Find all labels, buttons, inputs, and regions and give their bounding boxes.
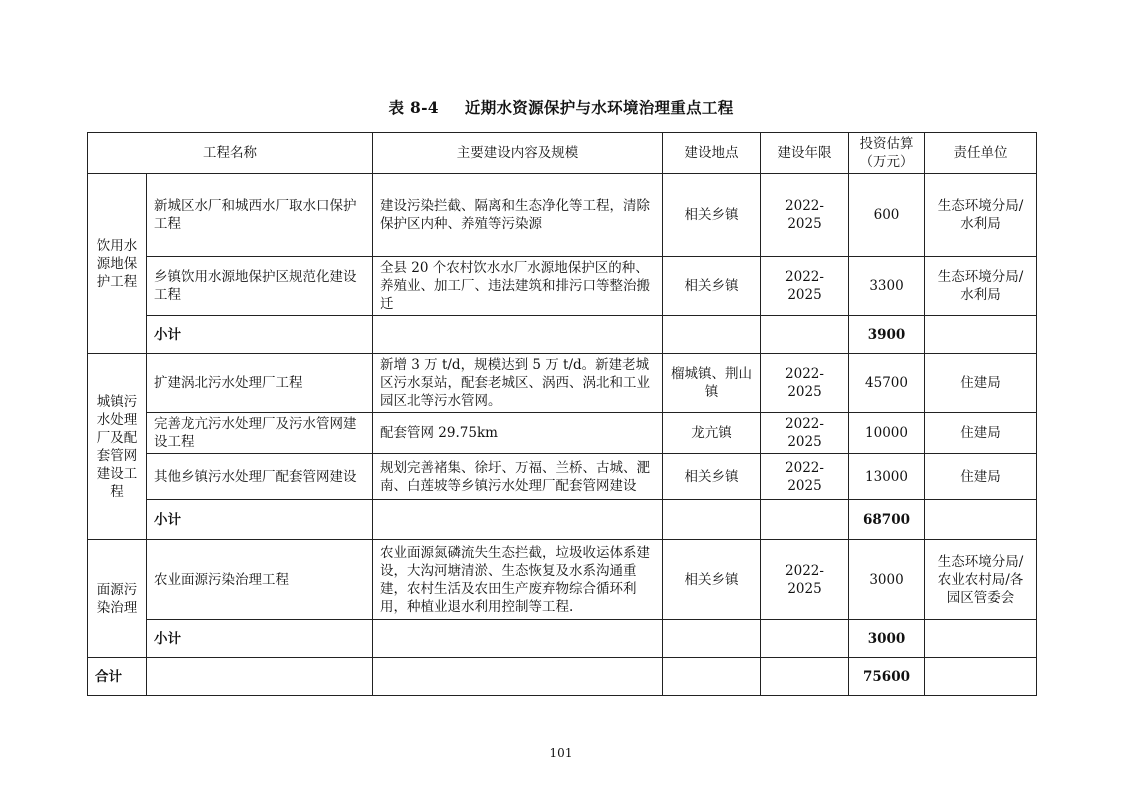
table-number: 表 8-4 xyxy=(388,98,439,117)
empty-cell xyxy=(761,500,849,540)
location-cell: 龙亢镇 xyxy=(663,413,761,454)
unit-cell: 生态环境分局/水利局 xyxy=(925,257,1037,316)
unit-cell: 住建局 xyxy=(925,413,1037,454)
subtotal-row xyxy=(88,316,1037,354)
project-name-cell: 乡镇饮用水源地保护区规范化建设工程 xyxy=(147,257,373,316)
subtotal-label: 小计 xyxy=(147,620,373,658)
header-content: 主要建设内容及规模 xyxy=(373,133,663,174)
content-cell: 配套管网 29.75km xyxy=(373,413,663,454)
project-name-cell: 其他乡镇污水处理厂配套管网建设 xyxy=(147,454,373,500)
project-name-cell: 扩建涡北污水处理厂工程 xyxy=(147,354,373,413)
location-cell: 相关乡镇 xyxy=(663,174,761,257)
table-row xyxy=(88,257,1037,316)
investment-cell: 600 xyxy=(849,174,925,257)
empty-cell xyxy=(373,658,663,696)
empty-cell xyxy=(761,658,849,696)
empty-cell xyxy=(925,658,1037,696)
subtotal-label: 小计 xyxy=(147,500,373,540)
header-project-name: 工程名称 xyxy=(88,133,373,174)
location-cell: 榴城镇、荆山镇 xyxy=(663,354,761,413)
header-row xyxy=(88,133,1037,174)
location-cell: 相关乡镇 xyxy=(663,257,761,316)
content-cell: 全县 20 个农村饮水水厂水源地保护区的种、养殖业、加工厂、违法建筑和排污口等整治搬迁 xyxy=(373,257,663,316)
category-cell: 饮用水源地保护工程 xyxy=(88,174,147,354)
subtotal-row xyxy=(88,500,1037,540)
subtotal-value: 3000 xyxy=(849,620,925,658)
table-title xyxy=(0,96,1122,118)
empty-cell xyxy=(663,658,761,696)
location-cell: 相关乡镇 xyxy=(663,454,761,500)
unit-cell: 住建局 xyxy=(925,454,1037,500)
category-cell: 城镇污水处理厂及配套管网建设工程 xyxy=(88,354,147,540)
empty-cell xyxy=(373,620,663,658)
table-row xyxy=(88,413,1037,454)
header-location: 建设地点 xyxy=(663,133,761,174)
content-cell: 建设污染拦截、隔离和生态净化等工程，清除保护区内种、养殖等污染源 xyxy=(373,174,663,257)
unit-cell: 生态环境分局/农业农村局/各园区管委会 xyxy=(925,540,1037,620)
total-row xyxy=(88,658,1037,696)
empty-cell xyxy=(663,620,761,658)
empty-cell xyxy=(663,500,761,540)
empty-cell xyxy=(925,620,1037,658)
empty-cell xyxy=(761,620,849,658)
header-investment xyxy=(849,133,925,174)
period-cell: 2022-2025 xyxy=(761,540,849,620)
subtotal-value: 3900 xyxy=(849,316,925,354)
investment-cell: 3000 xyxy=(849,540,925,620)
unit-cell: 住建局 xyxy=(925,354,1037,413)
header-unit: 责任单位 xyxy=(925,133,1037,174)
total-value: 75600 xyxy=(849,658,925,696)
project-name-cell: 完善龙亢污水处理厂及污水管网建设工程 xyxy=(147,413,373,454)
content-cell: 新增 3 万 t/d，规模达到 5 万 t/d。新建老城区污水泵站，配套老城区、涡西、涡北和工业园区北等污水管网。 xyxy=(373,354,663,413)
table-row xyxy=(88,540,1037,620)
header-investment-line1: 投资估算 xyxy=(859,136,914,152)
empty-cell xyxy=(373,316,663,354)
empty-cell xyxy=(925,316,1037,354)
location-cell: 相关乡镇 xyxy=(663,540,761,620)
total-label: 合计 xyxy=(88,658,147,696)
subtotal-row xyxy=(88,620,1037,658)
empty-cell xyxy=(925,500,1037,540)
content-cell: 农业面源氮磷流失生态拦截，垃圾收运体系建设，大沟河塘清淤、生态恢复及水系沟通重建，农村生活及农田生产废弃物综合循环利用，种植业退水利用控制等工程. xyxy=(373,540,663,620)
empty-cell xyxy=(373,500,663,540)
period-cell: 2022-2025 xyxy=(761,174,849,257)
period-cell: 2022-2025 xyxy=(761,257,849,316)
table-row xyxy=(88,174,1037,257)
table-row xyxy=(88,354,1037,413)
period-cell: 2022-2025 xyxy=(761,413,849,454)
project-name-cell: 新城区水厂和城西水厂取水口保护工程 xyxy=(147,174,373,257)
projects-table xyxy=(87,132,1037,696)
table-title-text: 近期水资源保护与水环境治理重点工程 xyxy=(464,98,734,117)
table-row xyxy=(88,454,1037,500)
category-cell: 面源污染治理 xyxy=(88,540,147,658)
period-cell: 2022-2025 xyxy=(761,354,849,413)
empty-cell xyxy=(761,316,849,354)
subtotal-value: 68700 xyxy=(849,500,925,540)
investment-cell: 45700 xyxy=(849,354,925,413)
subtotal-label: 小计 xyxy=(147,316,373,354)
empty-cell xyxy=(663,316,761,354)
unit-cell: 生态环境分局/水利局 xyxy=(925,174,1037,257)
investment-cell: 13000 xyxy=(849,454,925,500)
content-cell: 规划完善褚集、徐圩、万福、兰桥、古城、淝南、白莲坡等乡镇污水处理厂配套管网建设 xyxy=(373,454,663,500)
empty-cell xyxy=(147,658,373,696)
period-cell: 2022-2025 xyxy=(761,454,849,500)
investment-cell: 10000 xyxy=(849,413,925,454)
header-investment-line2: （万元） xyxy=(859,154,914,170)
project-name-cell: 农业面源污染治理工程 xyxy=(147,540,373,620)
page-number: 101 xyxy=(549,746,573,760)
header-period: 建设年限 xyxy=(761,133,849,174)
investment-cell: 3300 xyxy=(849,257,925,316)
